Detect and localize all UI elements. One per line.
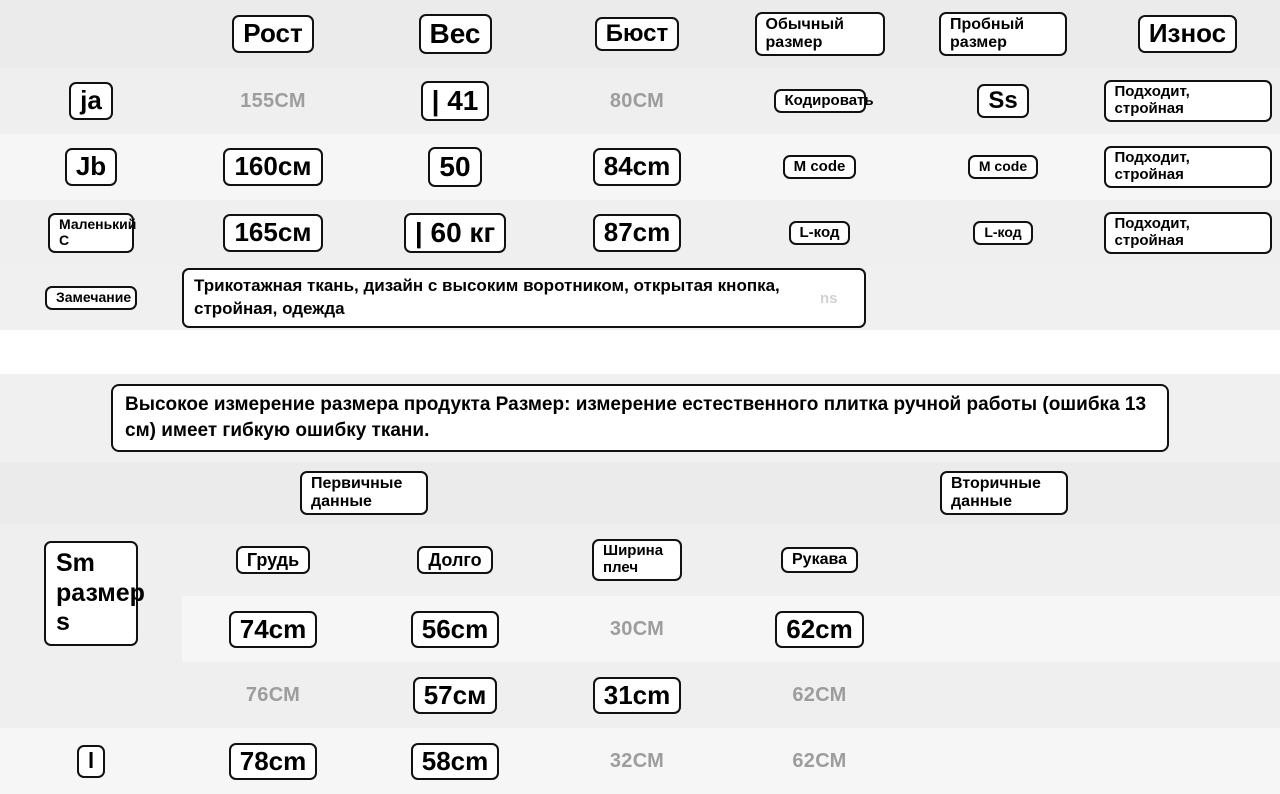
- header-label-chest: Грудь: [236, 546, 310, 574]
- value-bust: 87cm: [593, 214, 682, 251]
- header-label-wear: Износ: [1138, 15, 1237, 52]
- cell-blank-4: [1095, 662, 1280, 728]
- cell-chest: [182, 728, 364, 794]
- value-sleeve: 62СМ: [792, 683, 847, 706]
- group-cell-blank-2: [546, 462, 728, 524]
- value-length: 57см: [413, 677, 498, 714]
- header-cell-trial-size: [911, 0, 1095, 68]
- group-cell-primary: [182, 462, 546, 524]
- value-length: 58cm: [411, 743, 500, 780]
- cell-sleeve: [728, 596, 911, 662]
- cell-weight: [364, 200, 546, 266]
- value-trial-size: L-код: [973, 221, 1032, 245]
- value-usual-size: L-код: [789, 221, 851, 246]
- value-wear: Подходит, стройная: [1104, 80, 1272, 122]
- header-label-weight: Вес: [419, 14, 492, 53]
- row-label-cell: [0, 728, 182, 794]
- cell-wear: [1095, 200, 1280, 266]
- value-chest: 74cm: [229, 611, 318, 648]
- value-height: 165см: [223, 214, 322, 251]
- value-weight: | 41: [421, 81, 490, 120]
- cell-bust: [546, 68, 728, 134]
- cell-trial-size: [911, 134, 1095, 200]
- cell-blank-3: [911, 728, 1095, 794]
- cell-usual-size: [728, 68, 911, 134]
- size-label-cell: [0, 524, 182, 662]
- cell-height: [182, 200, 364, 266]
- value-wear: Подходит, стройная: [1104, 212, 1272, 254]
- note-label-cell: [0, 286, 182, 310]
- row-label: Маленький С: [48, 213, 134, 252]
- cell-trial-size: [911, 68, 1095, 134]
- table-row: [0, 134, 1280, 200]
- header-cell-sleeve: [728, 524, 911, 596]
- value-trial-size: M code: [968, 155, 1038, 179]
- cell-length: [364, 596, 546, 662]
- cell-height: [182, 68, 364, 134]
- note-watermark: ns: [820, 290, 838, 307]
- cell-blank-4: [1095, 596, 1280, 662]
- cell-bust: [546, 134, 728, 200]
- value-shoulder: 31cm: [593, 677, 682, 714]
- header-label-sleeve: Рукава: [781, 547, 858, 573]
- group-header-row: [0, 462, 1280, 524]
- cell-usual-size: [728, 134, 911, 200]
- value-chest: 78cm: [229, 743, 318, 780]
- cell-usual-size: [728, 200, 911, 266]
- cell-chest: [182, 662, 364, 728]
- value-height: 155СМ: [240, 89, 306, 112]
- value-shoulder: 32СМ: [609, 749, 665, 772]
- value-weight: 50: [428, 147, 481, 186]
- cell-wear: [1095, 68, 1280, 134]
- cell-weight: [364, 134, 546, 200]
- value-bust: 80СМ: [609, 89, 665, 112]
- note-label: Замечание: [45, 286, 137, 310]
- value-length: 56cm: [411, 611, 500, 648]
- cell-length: [364, 662, 546, 728]
- cell-sleeve: [728, 662, 911, 728]
- cell-bust: [546, 200, 728, 266]
- cell-blank-3: [911, 596, 1095, 662]
- row-label-cell: [0, 200, 182, 266]
- value-usual-size: Кодировать: [774, 89, 866, 114]
- cell-chest: [182, 596, 364, 662]
- cell-height: [182, 134, 364, 200]
- header-cell-blank-3: [911, 524, 1095, 596]
- note-row: [0, 266, 1280, 330]
- headline-text: Высокое измерение размера продукта Размер: измерение естественного плитка ручной работы (ошибка 13 см) имеет гибкую ошибку ткани.: [111, 384, 1169, 452]
- value-bust: 84cm: [593, 148, 682, 185]
- value-shoulder: 30СМ: [609, 617, 665, 640]
- cell-sleeve: [728, 728, 911, 794]
- table-row: [0, 596, 1280, 662]
- note-text-cell: [182, 268, 1280, 329]
- cell-shoulder: [546, 728, 728, 794]
- group-cell-blank: [0, 462, 182, 524]
- note-text: Трикотажная ткань, дизайн с высоким воротником, открытая кнопка, стройная, одежда: [182, 268, 866, 329]
- header-label-usual-size: Обычный размер: [755, 12, 885, 56]
- cell-length: [364, 728, 546, 794]
- header-cell-bust: [546, 0, 728, 68]
- header-label-length: Долго: [417, 546, 492, 574]
- value-wear: Подходит, стройная: [1104, 146, 1272, 188]
- cell-shoulder: [546, 662, 728, 728]
- table-header-row: [0, 0, 1280, 68]
- value-weight: | 60 кг: [404, 213, 506, 252]
- group-label-secondary: Вторичные данные: [940, 471, 1068, 515]
- cell-weight: [364, 68, 546, 134]
- value-trial-size: Ss: [977, 84, 1028, 119]
- value-chest: 76СМ: [245, 683, 301, 706]
- row-label-cell: [0, 134, 182, 200]
- header-cell-height: [182, 0, 364, 68]
- body-measurement-table: [0, 0, 1280, 266]
- header-cell-usual-size: [728, 0, 911, 68]
- header-label-height: Рост: [232, 15, 313, 52]
- table-row: [0, 68, 1280, 134]
- cell-blank-3: [911, 662, 1095, 728]
- size-label: Sm размер s: [44, 541, 138, 646]
- row-label: ja: [69, 82, 113, 119]
- header-cell-chest: [182, 524, 364, 596]
- header-cell-weight: [364, 0, 546, 68]
- header-label-trial-size: Пробный размер: [939, 12, 1067, 56]
- cell-wear: [1095, 134, 1280, 200]
- headline-row: [0, 374, 1280, 462]
- cell-trial-size: [911, 200, 1095, 266]
- section-divider: [0, 330, 1280, 374]
- table-row: [0, 200, 1280, 266]
- group-label-primary: Первичные данные: [300, 471, 428, 515]
- header-cell-blank: [0, 0, 182, 68]
- value-sleeve: 62cm: [775, 611, 864, 648]
- header-label-shoulder: Ширина плеч: [592, 539, 682, 581]
- header-cell-wear: [1095, 0, 1280, 68]
- table-row: [0, 728, 1280, 794]
- row-label: Jb: [65, 148, 117, 185]
- table-row: [0, 662, 1280, 728]
- value-usual-size: M code: [783, 155, 857, 180]
- header-cell-blank-4: [1095, 524, 1280, 596]
- group-cell-secondary: [728, 462, 1280, 524]
- value-sleeve: 62СМ: [792, 749, 847, 772]
- column-header-row: [0, 524, 1280, 596]
- header-cell-shoulder: [546, 524, 728, 596]
- cell-shoulder: [546, 596, 728, 662]
- row-label: l: [77, 745, 105, 778]
- row-label-cell: [0, 662, 182, 728]
- cell-blank-4: [1095, 728, 1280, 794]
- value-height: 160см: [223, 148, 322, 185]
- product-measurement-table: [0, 462, 1280, 794]
- header-label-bust: Бюст: [595, 17, 680, 52]
- header-cell-length: [364, 524, 546, 596]
- row-label-cell: [0, 68, 182, 134]
